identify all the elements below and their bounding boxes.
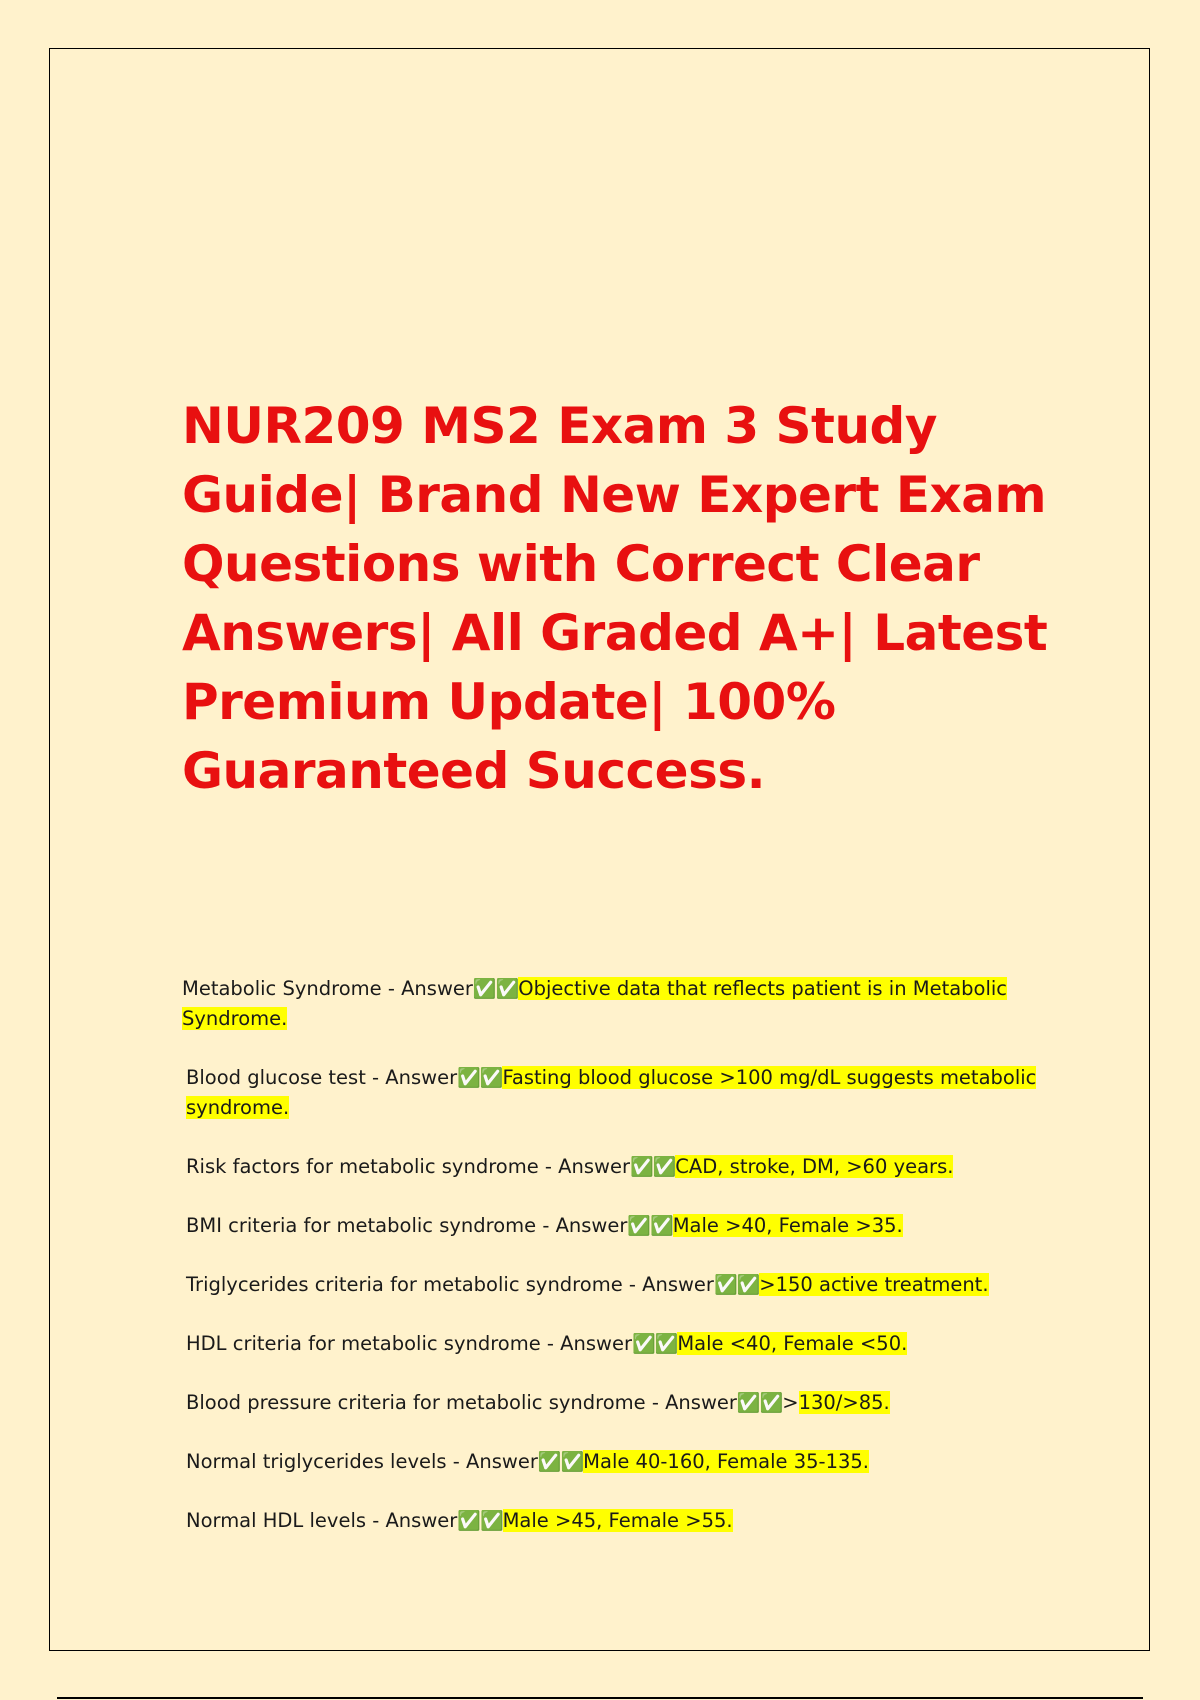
qa-term: Triglycerides criteria for metabolic syndrome - Answer [186,1273,714,1296]
check-mark-icon: ✅✅ [457,1510,503,1532]
qa-item [182,1152,1042,1182]
check-mark-icon: ✅✅ [627,1215,673,1237]
qa-term: Blood pressure criteria for metabolic syndrome - Answer [186,1391,737,1414]
document-title: NUR209 MS2 Exam 3 Study Guide| Brand New Expert Exam Questions with Correct Clear Answers| All Graded A+| Latest Premium Update| 100% Guaranteed Success. [182,397,1048,800]
qa-term: BMI criteria for metabolic syndrome - Answer [186,1214,628,1237]
check-mark-icon: ✅✅ [632,1333,678,1355]
check-mark-icon: ✅✅ [537,1451,584,1473]
qa-answer: Male 40-160, Female 35-135. [583,1450,869,1473]
qa-item [182,1447,1042,1477]
qa-item [182,1329,1042,1359]
check-mark-icon: ✅✅ [713,1274,760,1296]
qa-term: Blood glucose test - Answer [186,1066,458,1089]
qa-item [182,974,1042,1034]
qa-term: HDL criteria for metabolic syndrome - Answer [186,1332,632,1355]
qa-item [182,1211,1042,1241]
qa-list [182,974,1042,1536]
qa-item [182,1506,1042,1536]
qa-answer: Male >40, Female >35. [672,1214,903,1237]
check-mark-icon: ✅✅ [472,978,519,1000]
qa-item [182,1270,1042,1300]
bottom-rule [57,1697,1143,1699]
qa-item [182,1388,1042,1418]
qa-answer: Male >45, Female >55. [502,1509,733,1532]
qa-answer: CAD, stroke, DM, >60 years. [675,1155,954,1178]
qa-answer: Fasting blood glucose >100 mg/dL suggests metabolic syndrome. [186,1066,1037,1119]
qa-answer: Objective data that reflects patient is in Metabolic Syndrome. [182,977,1008,1030]
qa-answer: Male <40, Female <50. [677,1332,908,1355]
qa-answer: 130/>85. [798,1391,890,1414]
qa-answer-prefix: > [782,1391,799,1414]
qa-term: Normal HDL levels - Answer [186,1509,458,1532]
qa-term: Metabolic Syndrome - Answer [182,977,473,1000]
qa-item [182,1063,1042,1123]
qa-term: Normal triglycerides levels - Answer [186,1450,538,1473]
check-mark-icon: ✅✅ [629,1156,676,1178]
qa-term: Risk factors for metabolic syndrome - Answer [186,1155,630,1178]
check-mark-icon: ✅✅ [736,1392,783,1414]
check-mark-icon: ✅✅ [457,1067,503,1089]
qa-answer: >150 active treatment. [759,1273,989,1296]
